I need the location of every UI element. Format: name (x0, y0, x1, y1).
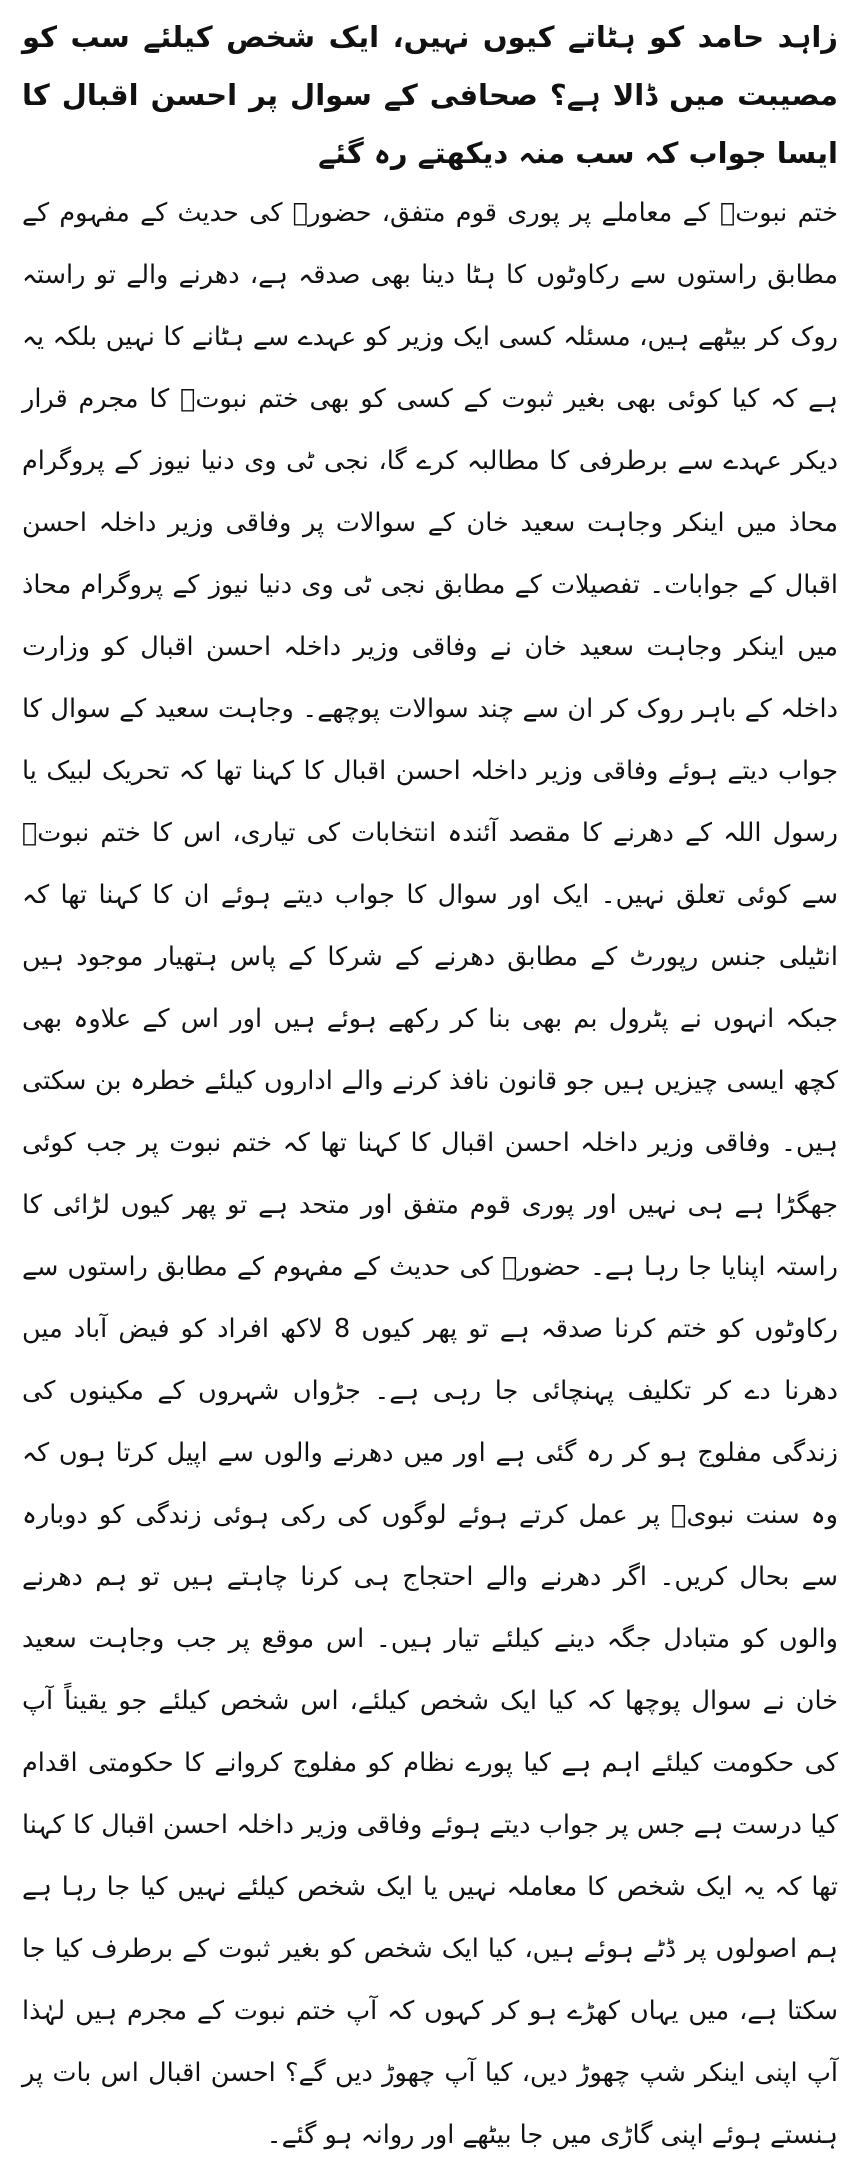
news-article (22, 8, 838, 2166)
article-headline: زاہد حامد کو ہٹاتے کیوں نہیں، ایک شخص کیلئے سب کو مصیبت میں ڈالا ہے؟ صحافی کے سوال پر احسن اقبال کا ایسا جواب کہ سب منہ دیکھتے رہ گئے (22, 20, 838, 170)
article-body: ختم نبوتؐ کے معاملے پر پوری قوم متفق، حضورؐ کی حدیث کے مفہوم کے مطابق راستوں سے رکاوٹوں کا ہٹا دینا بھی صدقہ ہے، دھرنے والے تو راستہ روک کر بیٹھے ہیں، مسئلہ کسی ایک وزیر کو عہدے سے ہٹانے کا نہیں بلکہ یہ ہے کہ کیا کوئی بھی بغیر ثبوت کے کسی کو بھی ختم نبوتؐ کا مجرم قرار دیکر عہدے سے برطرفی کا مطالبہ کرے گا، نجی ٹی وی دنیا نیوز کے پروگرام محاذ میں اینکر وجاہت سعید خان کے سوالات پر وفاقی وزیر داخلہ احسن اقبال کے جوابات۔ تفصیلات کے مطابق نجی ٹی وی دنیا نیوز کے پروگرام محاذ میں اینکر وجاہت سعید خان نے وفاقی وزیر داخلہ احسن اقبال کو وزارت داخلہ کے باہر روک کر ان سے چند سوالات پوچھے۔ وجاہت سعید کے سوال کا جواب دیتے ہوئے وفاقی وزیر داخلہ احسن اقبال کا کہنا تھا کہ تحریک لبیک یا رسول اللہ کے دھرنے کا مقصد آئندہ انتخابات کی تیاری، اس کا ختم نبوتؐ سے کوئی تعلق نہیں۔ ایک اور سوال کا جواب دیتے ہوئے ان کا کہنا تھا کہ انٹیلی جنس رپورٹ کے مطابق دھرنے کے شرکا کے پاس ہتھیار موجود ہیں جبکہ انہوں نے پٹرول بم بھی بنا کر رکھے ہوئے ہیں اور اس کے علاوہ بھی کچھ ایسی چیزیں ہیں جو قانون نافذ کرنے والے اداروں کیلئے خطرہ بن سکتی ہیں۔ وفاقی وزیر داخلہ احسن اقبال کا کہنا تھا کہ ختم نبوت پر جب کوئی جھگڑا ہے ہی نہیں اور پوری قوم متفق اور متحد ہے تو پھر کیوں لڑائی کا راستہ اپنایا جا رہا ہے۔ حضورؐ کی حدیث کے مفہوم کے مطابق راستوں سے رکاوٹوں کو ختم کرنا صدقہ ہے تو پھر کیوں 8 لاکھ افراد کو فیض آباد میں دھرنا دے کر تکلیف پہنچائی جا رہی ہے۔ جڑواں شہروں کے مکینوں کی زندگی مفلوج ہو کر رہ گئی ہے اور میں دھرنے والوں سے اپیل کرتا ہوں کہ وہ سنت نبویؐ پر عمل کرتے ہوئے لوگوں کی رکی ہوئی زندگی کو دوبارہ سے بحال کریں۔ اگر دھرنے والے احتجاج ہی کرنا چاہتے ہیں تو ہم دھرنے والوں کو متبادل جگہ دینے کیلئے تیار ہیں۔ اس موقع پر جب وجاہت سعید خان نے سوال پوچھا کہ کیا ایک شخص کیلئے، اس شخص کیلئے جو یقیناً آپ کی حکومت کیلئے اہم ہے کیا پورے نظام کو مفلوج کروانے کا حکومتی اقدام کیا درست ہے جس پر جواب دیتے ہوئے وفاقی وزیر داخلہ احسن اقبال کا کہنا تھا کہ یہ ایک شخص کا معاملہ نہیں یا ایک شخص کیلئے نہیں کیا جا رہا ہے ہم اصولوں پر ڈٹے ہوئے ہیں، کیا ایک شخص کو بغیر ثبوت کے برطرف کیا جا سکتا ہے، میں یہاں کھڑے ہو کر کہوں کہ آپ ختم نبوت کے مجرم ہیں لہٰذا آپ اپنی اینکر شپ چھوڑ دیں، کیا آپ چھوڑ دیں گے؟ احسن اقبال اس بات پر ہنستے ہوئے اپنی گاڑی میں جا بیٹھے اور روانہ ہو گئے۔ (22, 198, 838, 2150)
